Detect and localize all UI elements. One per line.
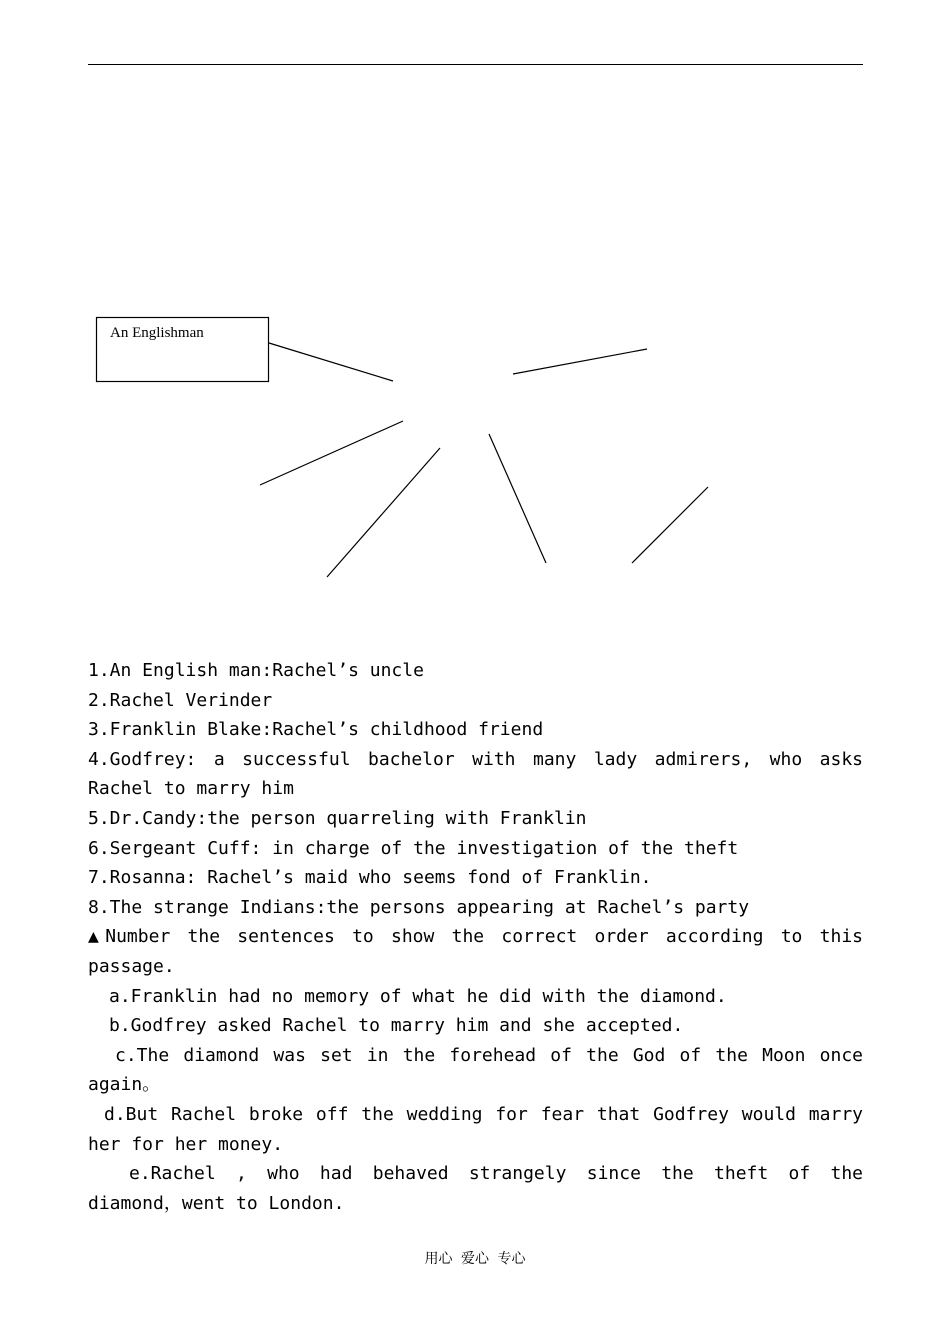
page-footer: 用心 爱心 专心 [424, 1251, 526, 1267]
character-item: 3.Franklin Blake:Rachel’s childhood friend [88, 719, 544, 741]
character-item: 1.An English man:Rachel’s uncle [88, 660, 424, 681]
sentence-item: d.But Rachel broke off the wedding for fear that Godfrey would marry her for her money. [88, 1103, 863, 1155]
character-item: 5.Dr.Candy:the person quarreling with Franklin [88, 807, 587, 829]
character-item: 6.Sergeant Cuff: in charge of the investigation of the theft [88, 837, 739, 859]
character-map-diagram [0, 0, 950, 640]
character-item: 8.The strange Indians:the persons appearing at Rachel’s party [88, 896, 750, 918]
connector-line-3 [260, 421, 403, 485]
sentence-item: a.Franklin had no memory of what he did with the diamond. [109, 985, 727, 1007]
task-instruction: ▲Number the sentences to show the correct order according to this passage. [88, 926, 863, 977]
connector-line-2 [513, 349, 647, 374]
sentence-item: b.Godfrey asked Rachel to marry him and she accepted. [109, 1015, 684, 1037]
character-item: 2.Rachel Verinder [88, 689, 273, 711]
character-item: 4.Godfrey: a successful bachelor with many lady admirers, who asks Rachel to marry him [88, 748, 863, 800]
englishman-box-label: An Englishman [110, 325, 204, 341]
worksheet-text [88, 656, 863, 1218]
connector-line-5 [489, 434, 546, 563]
connector-line-1 [269, 343, 393, 381]
sentence-item: c.The diamond was set in the forehead of the God of the Moon once again。 [88, 1044, 863, 1096]
sentence-item: e.Rachel , who had behaved strangely since the theft of the diamond，went to London. [88, 1163, 863, 1214]
character-item: 7.Rosanna: Rachel’s maid who seems fond of Franklin. [88, 867, 652, 889]
connector-line-4 [327, 448, 440, 577]
connector-line-6 [632, 487, 708, 563]
